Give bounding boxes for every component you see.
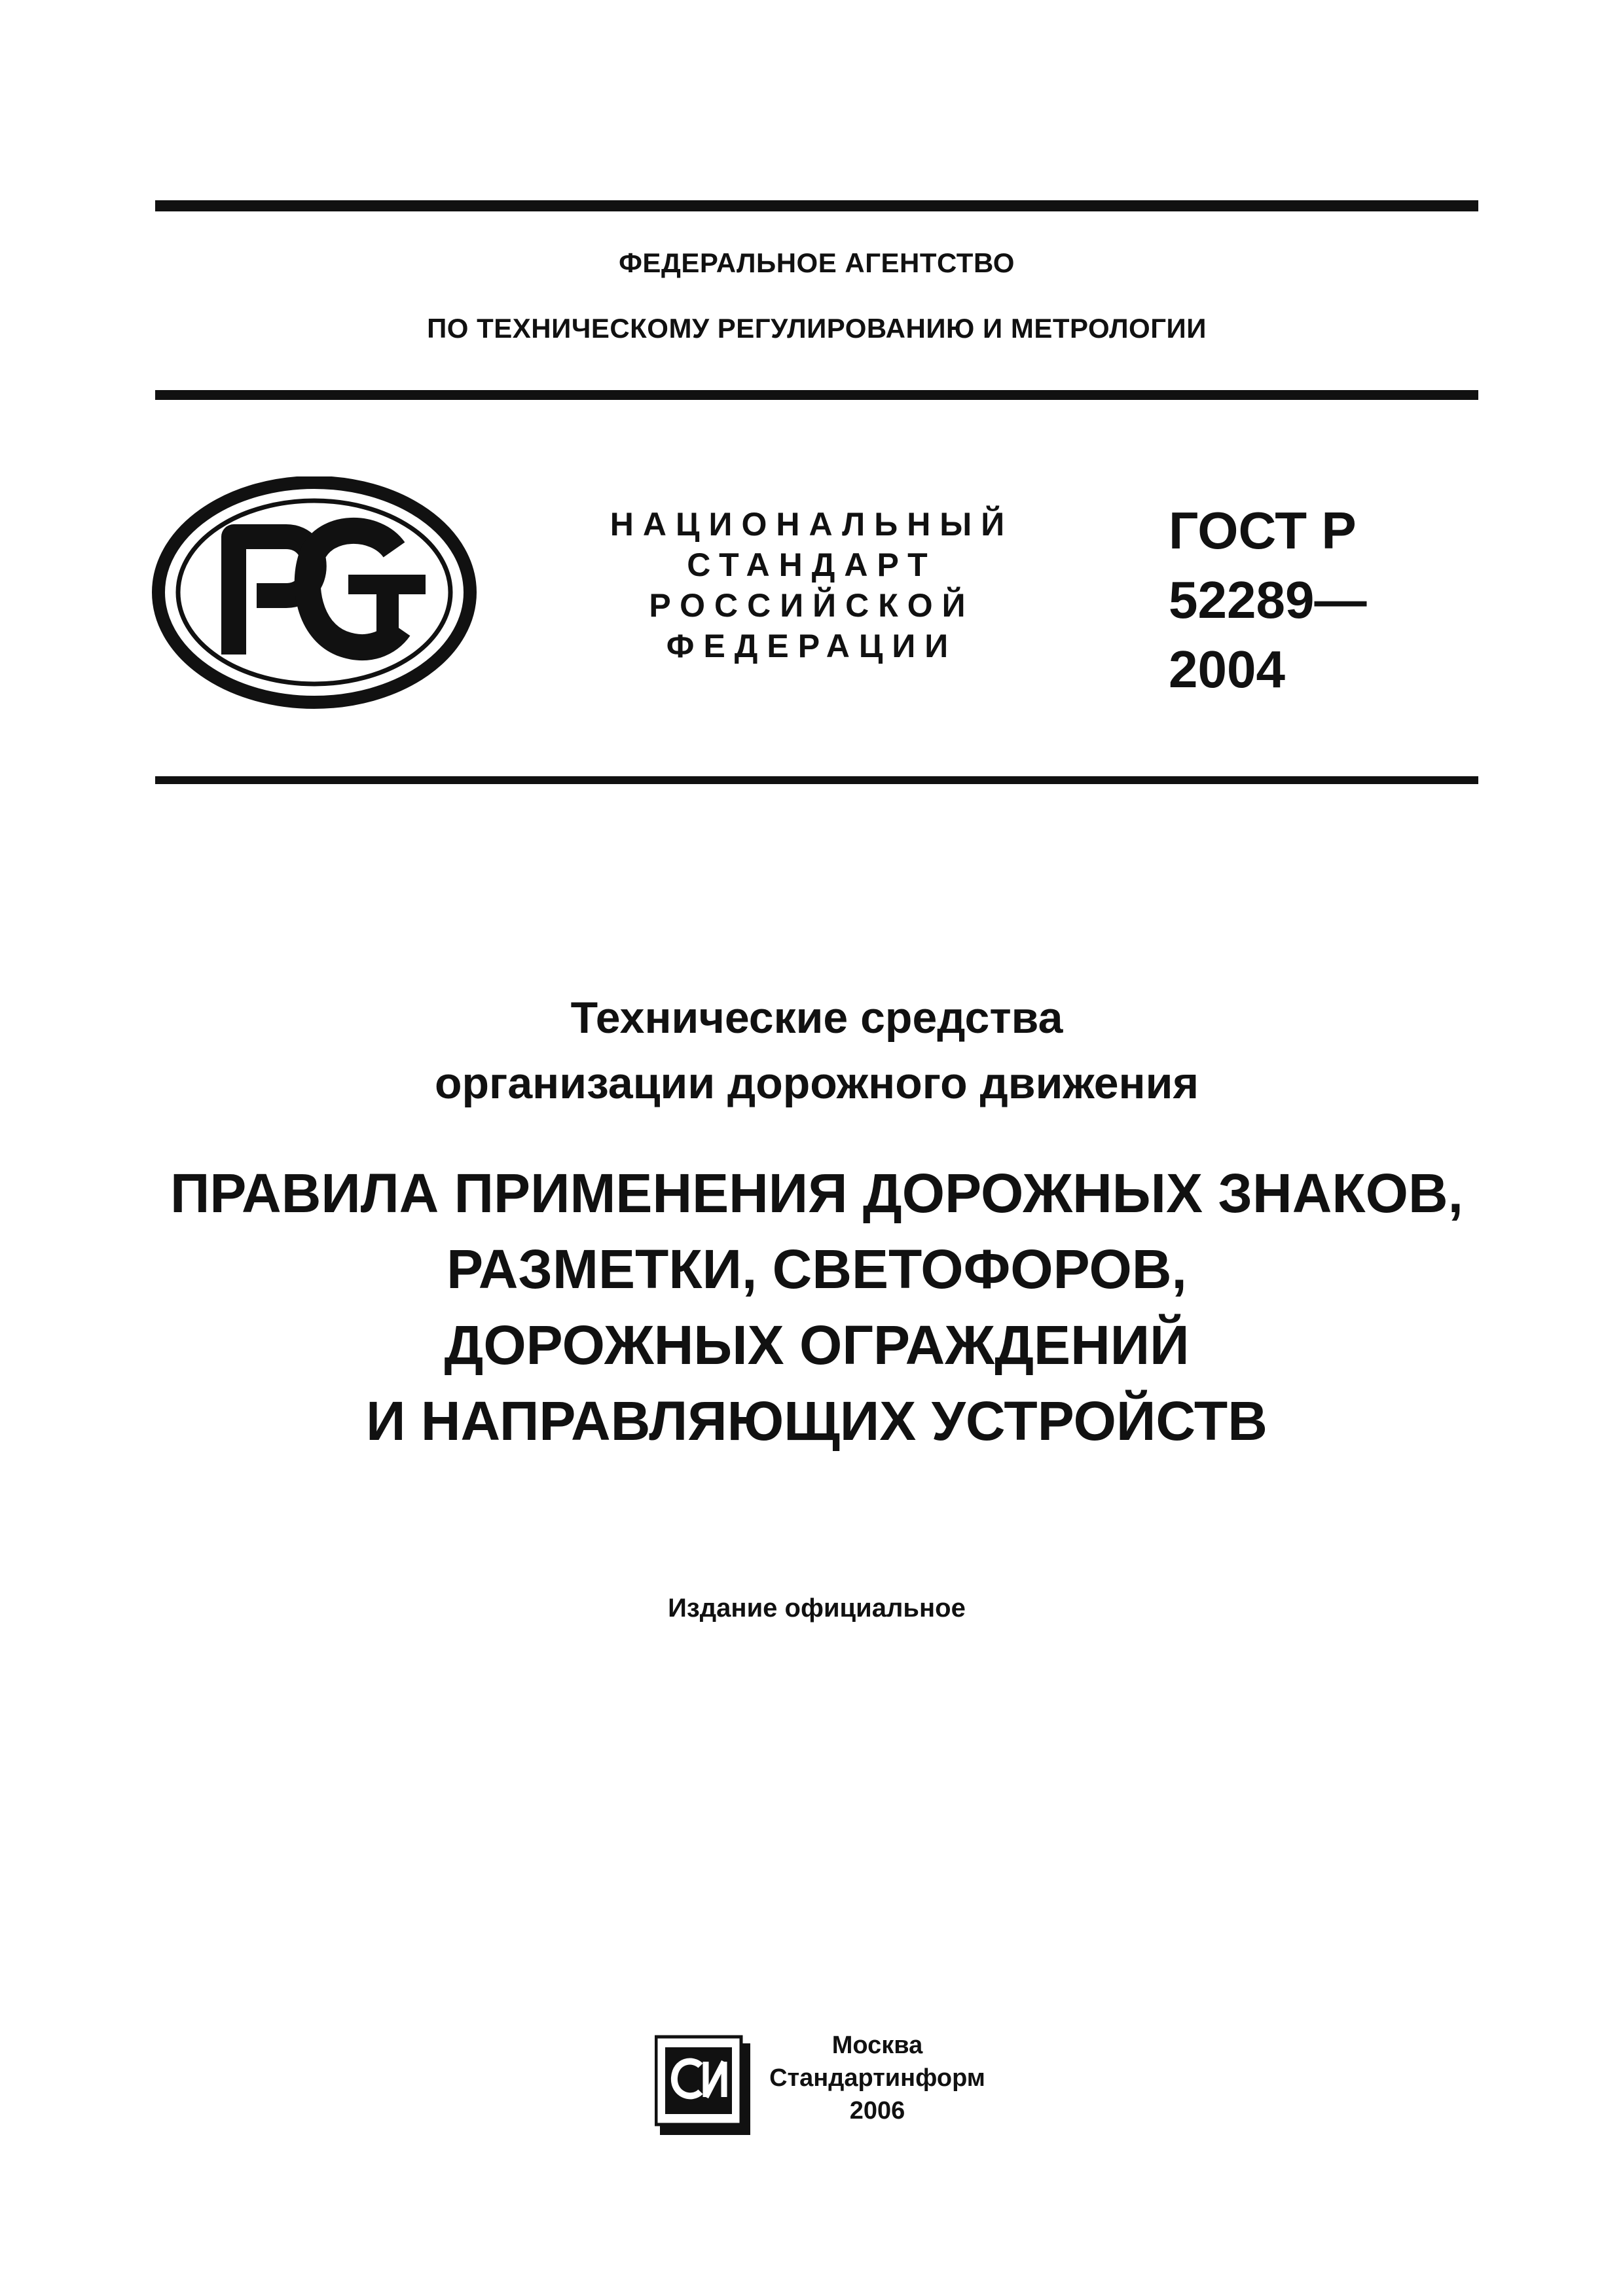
top-rule xyxy=(155,200,1478,211)
edition-label: Издание официальное xyxy=(668,1594,966,1623)
national-standard-caption xyxy=(563,504,1061,666)
header-bottom-rule xyxy=(155,776,1478,784)
standard-designation xyxy=(1169,496,1366,704)
agency-line-2: ПО ТЕХНИЧЕСКОМУ РЕГУЛИРОВАНИЮ И МЕТРОЛОГИИ xyxy=(427,313,1207,344)
subtitle-line-2: организации дорожного движения xyxy=(434,1058,1199,1108)
national-line-4: ФЕДЕРАЦИИ xyxy=(666,628,958,664)
document-title xyxy=(155,1155,1478,1459)
designation-line-2: 52289— xyxy=(1169,571,1367,629)
subtitle-line-1: Технические средства xyxy=(570,993,1063,1043)
title-line-3: ДОРОЖНЫХ ОГРАЖДЕНИЙ xyxy=(444,1314,1190,1376)
publisher-city: Москва xyxy=(831,2032,923,2059)
rst-certification-logo-icon xyxy=(152,476,477,709)
publisher-year: 2006 xyxy=(849,2097,905,2125)
agency-rule xyxy=(155,390,1478,400)
designation-line-3: 2004 xyxy=(1169,640,1285,698)
national-line-1: НАЦИОНАЛЬНЫЙ xyxy=(610,506,1014,543)
national-line-3: РОССИЙСКОЙ xyxy=(649,587,975,624)
title-line-2: РАЗМЕТКИ, СВЕТОФОРОВ, xyxy=(447,1238,1187,1300)
standartinform-logo-icon xyxy=(655,2034,753,2138)
publisher-name: Стандартинформ xyxy=(769,2064,985,2092)
designation-line-1: ГОСТ Р xyxy=(1169,501,1357,560)
title-line-4: И НАПРАВЛЯЮЩИХ УСТРОЙСТВ xyxy=(366,1390,1267,1452)
document-subtitle xyxy=(155,985,1478,1116)
national-line-2: СТАНДАРТ xyxy=(687,547,937,583)
agency-line-1: ФЕДЕРАЛЬНОЕ АГЕНТСТВО xyxy=(619,247,1015,278)
title-line-1: ПРАВИЛА ПРИМЕНЕНИЯ ДОРОЖНЫХ ЗНАКОВ, xyxy=(170,1162,1463,1224)
publisher-block xyxy=(759,2029,995,2127)
